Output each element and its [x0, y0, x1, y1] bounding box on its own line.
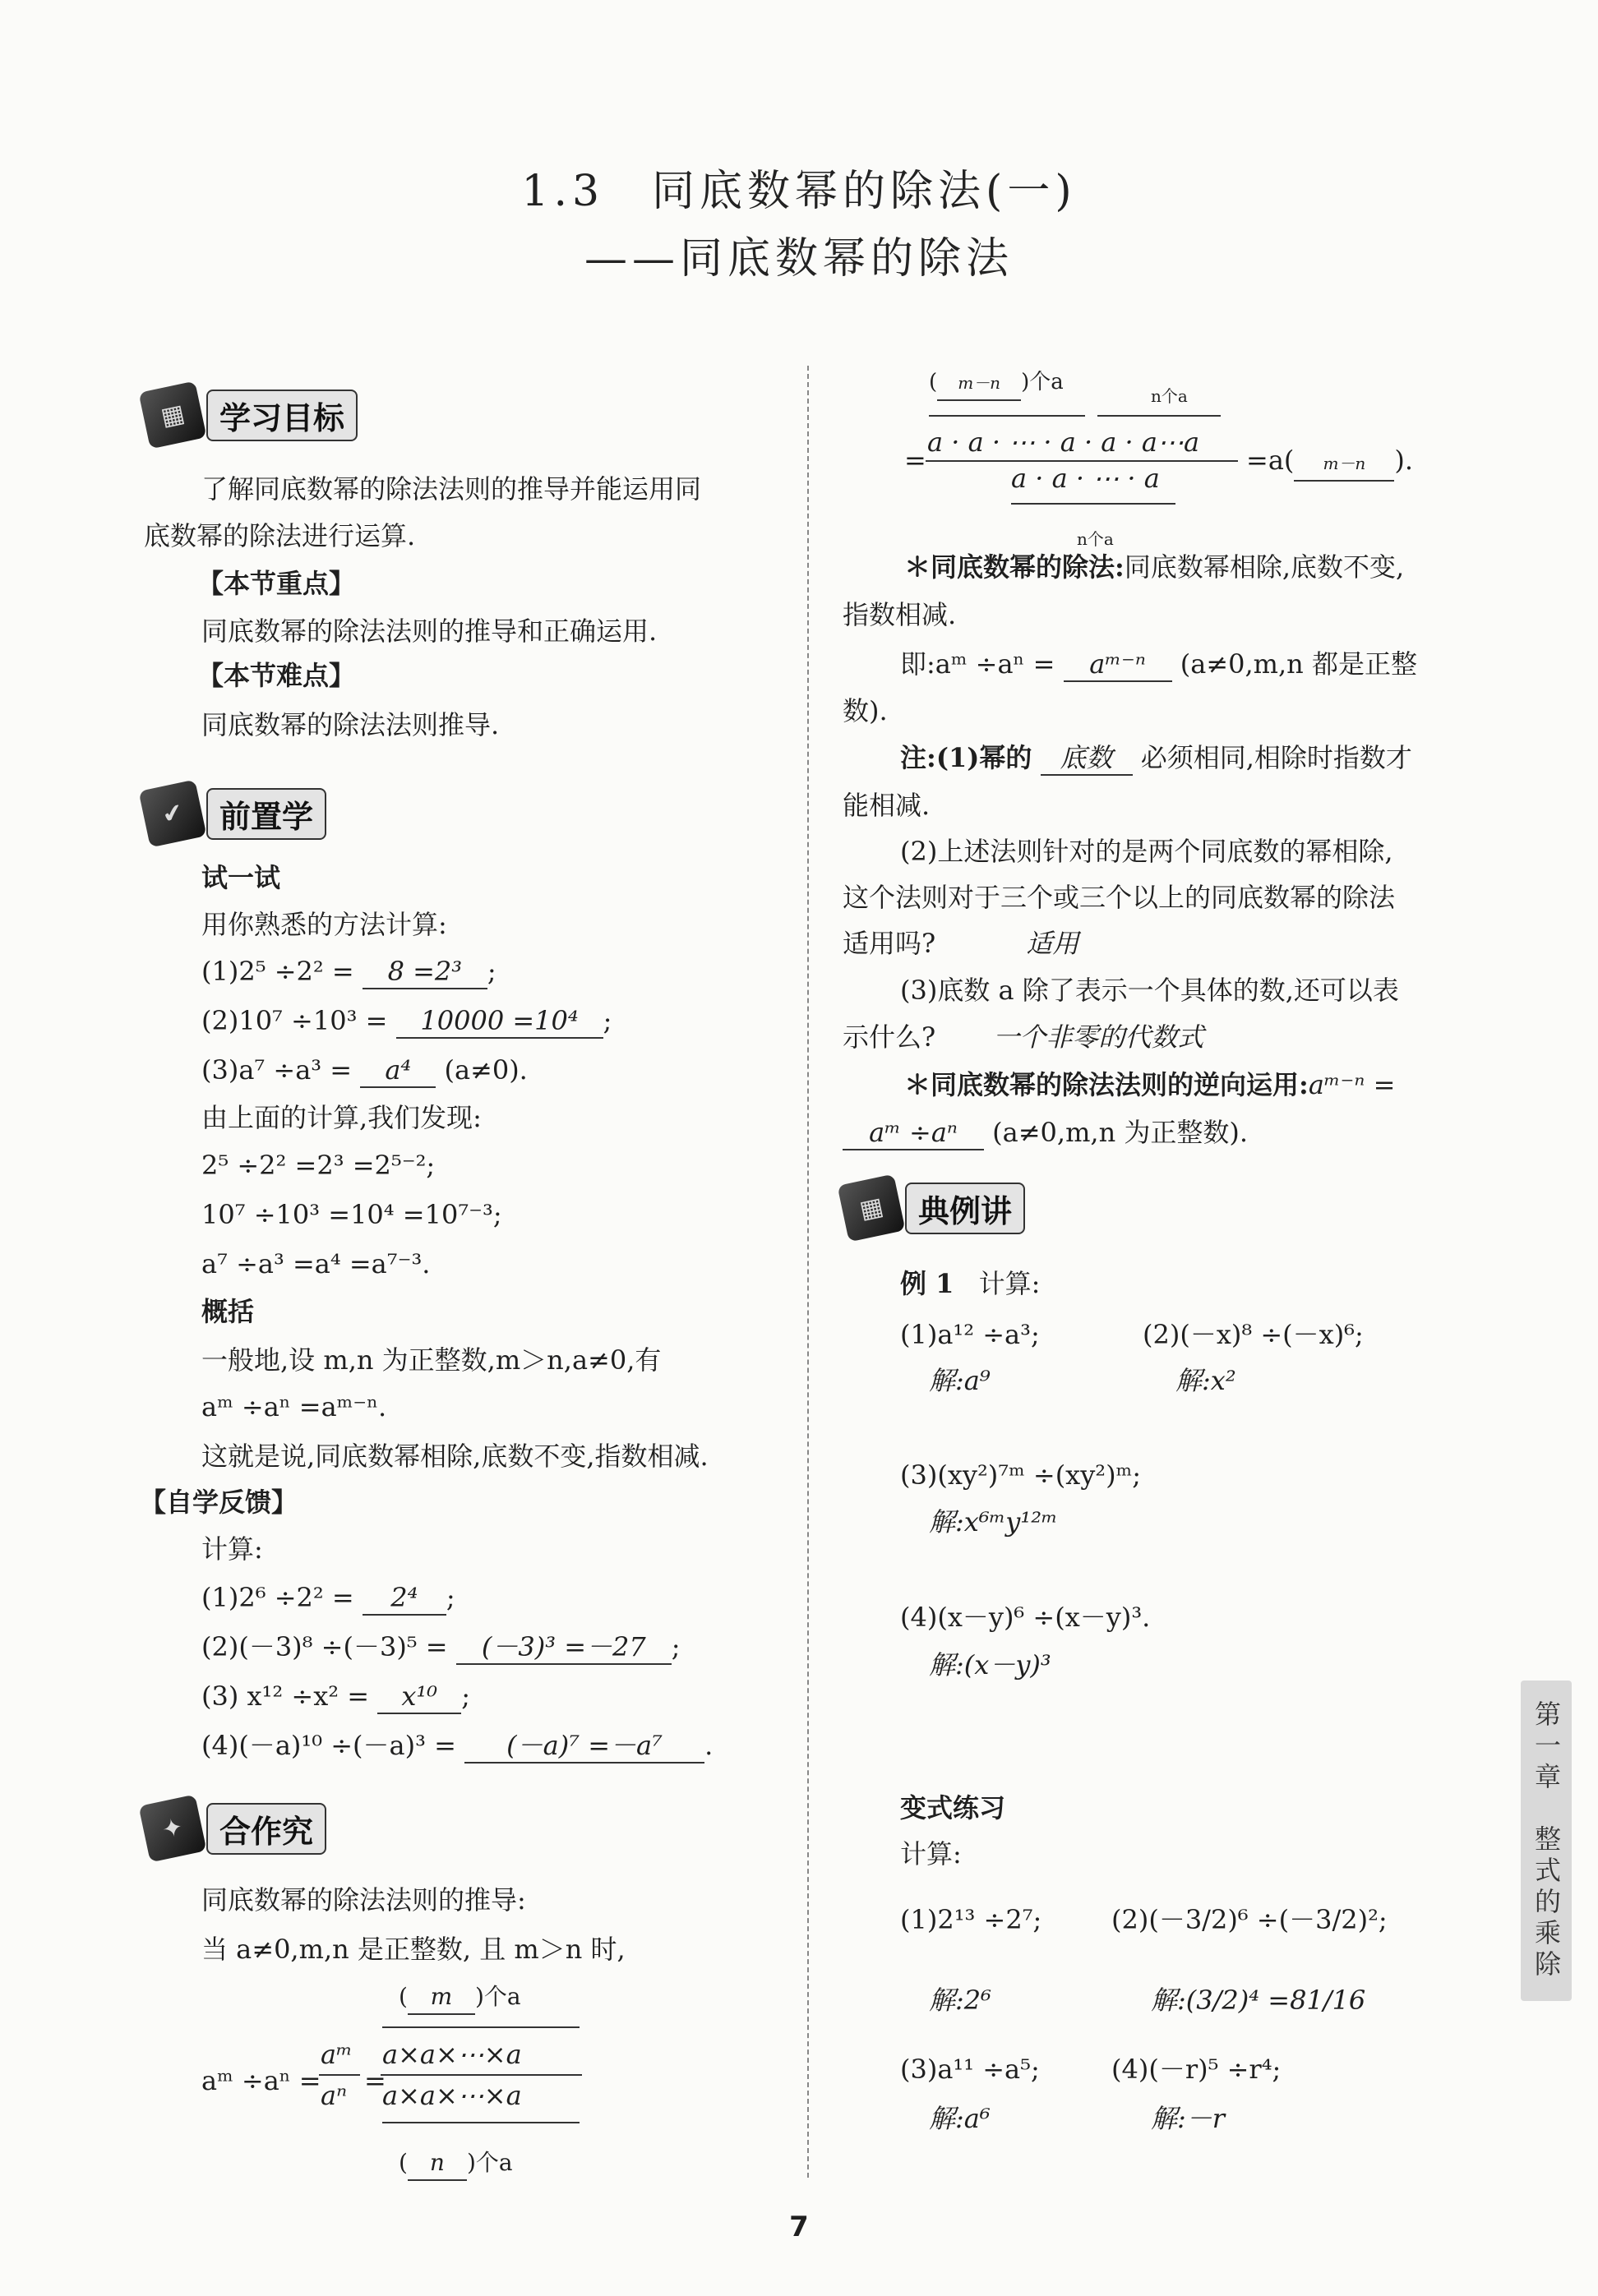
note-2-answer: 适用	[1026, 928, 1079, 959]
summary-line-1: 一般地,设 m,n 为正整数,m＞n,a≠0,有	[201, 1344, 662, 1376]
feedback-item-3: (3) x¹² ÷x² = x¹⁰ ;	[201, 1680, 470, 1714]
key-text: 同底数幂的除法法则的推导和正确运用.	[201, 615, 658, 647]
try-answer-1: 8 =2³	[363, 955, 487, 989]
coop-text-1: 同底数幂的除法法则的推导:	[201, 1884, 526, 1916]
variant-4-question: (4)(－r)⁵ ÷r⁴;	[1111, 2054, 1282, 2085]
try-item-2: (2)10⁷ ÷10³ = 10000 =10⁴ ;	[201, 1004, 612, 1039]
feedback-item-2: (2)(－3)⁸ ÷(－3)⁵ = (－3)³ =－27 ;	[201, 1630, 681, 1665]
cube-icon: ▦	[837, 1173, 905, 1242]
summary-line-3: 这就是说,同底数幂相除,底数不变,指数相减.	[201, 1441, 709, 1472]
note-2-line-1: (2)上述法则针对的是两个同底数的幂相除,	[900, 836, 1393, 867]
hard-text: 同底数幂的除法法则推导.	[201, 709, 500, 740]
try-answer-2: 10000 =10⁴	[396, 1004, 603, 1039]
reverse-answer: aᵐ ÷aⁿ	[843, 1116, 984, 1150]
try-item-1: (1)2⁵ ÷2² = 8 =2³ ;	[201, 955, 496, 989]
deriv-frac-line-2	[381, 2074, 582, 2076]
ie-line-2: 数).	[843, 695, 888, 726]
try-intro: 用你熟悉的方法计算:	[201, 909, 447, 940]
summary-title: 概括	[201, 1296, 255, 1327]
deriv-den-2: a×a×⋯×a	[382, 2080, 522, 2111]
deriv-eq: =	[364, 2065, 386, 2096]
feedback-answer-3: x¹⁰	[377, 1680, 461, 1714]
section-goal-label: 学习目标	[206, 390, 358, 441]
feedback-title: 【自学反馈】	[140, 1487, 298, 1518]
reverse-line-2: aᵐ ÷aⁿ (a≠0,m,n 为正整数).	[843, 1116, 1248, 1150]
try-answer-3: a⁴	[360, 1053, 436, 1088]
feedback-answer-1: 2⁴	[363, 1581, 446, 1616]
section-pre-header	[144, 785, 326, 842]
ie-line: 即:aᵐ ÷aⁿ = aᵐ⁻ⁿ (a≠0,m,n 都是正整	[900, 648, 1417, 682]
coop-text-2: 当 a≠0,m,n 是正整数, 且 m＞n 时,	[201, 1934, 626, 1965]
deriv-den: aⁿ	[321, 2080, 348, 2111]
page-number: 7	[789, 2211, 809, 2243]
section-example-header	[843, 1179, 1025, 1237]
feedback-item-4: (4)(－a)¹⁰ ÷(－a)³ = (－a)⁷ =－a⁷ .	[201, 1729, 713, 1763]
note-2-line-3: 适用吗? 适用	[843, 928, 1079, 959]
deriv-bottom-brace	[382, 2122, 580, 2123]
variant-calc: 计算:	[900, 1838, 962, 1870]
key-title: 【本节重点】	[197, 568, 356, 599]
feedback-calc: 计算:	[201, 1533, 263, 1565]
goal-text-2: 底数幂的除法进行运算.	[144, 520, 416, 551]
section-example-label: 典例讲	[905, 1183, 1025, 1234]
r-top-label-1: ( m－n )个a	[929, 366, 1064, 401]
example-3-question: (3)(xy²)⁷ᵐ ÷(xy²)ᵐ;	[900, 1459, 1142, 1491]
section-goal-header	[144, 386, 358, 444]
variant-3-question: (3)a¹¹ ÷a⁵;	[900, 2054, 1040, 2085]
r-result: =a( m－n ).	[1246, 444, 1413, 482]
deriv-top-label: ( m )个a	[399, 1980, 521, 2015]
deriv-num-2: a×a×⋯×a	[382, 2039, 522, 2070]
r-top-label-2: n个a	[1151, 386, 1188, 406]
cube-icon: ▦	[138, 380, 206, 449]
r-num: a · a · ⋯ · a · a · a⋯a	[927, 426, 1200, 458]
example-4-question: (4)(x－y)⁶ ÷(x－y)³.	[900, 1602, 1151, 1633]
r-bottom-brace	[1011, 503, 1175, 505]
feedback-item-1: (1)2⁶ ÷2² = 2⁴ ;	[201, 1581, 455, 1616]
rule-line-1: ＊同底数幂的除法:同底数幂相除,底数不变,	[904, 551, 1405, 583]
deriv-lhs: aᵐ ÷aⁿ =	[201, 2065, 321, 2096]
find-text: 由上面的计算,我们发现:	[201, 1102, 482, 1133]
rule-line-2: 指数相减.	[843, 599, 957, 630]
example-2-answer: 解:x²	[1175, 1365, 1236, 1396]
r-top-brace-2	[1097, 415, 1221, 417]
example-1-answer: 解:a⁹	[929, 1365, 991, 1396]
ie-answer: aᵐ⁻ⁿ	[1064, 648, 1172, 682]
r-bottom-label: n个a	[1077, 529, 1114, 549]
deriv-frac-line-1	[319, 2074, 360, 2076]
checkmark-figure-icon: ✔	[138, 779, 206, 847]
r-top-brace-1	[929, 415, 1085, 417]
example-3-answer: 解:x⁶ᵐy¹²ᵐ	[929, 1506, 1058, 1538]
page-title: 1.3 同底数幂的除法(一)	[521, 167, 1077, 216]
find-line-2: 10⁷ ÷10³ =10⁴ =10⁷⁻³;	[201, 1199, 502, 1230]
feedback-answer-2: (－3)³ =－27	[456, 1630, 672, 1665]
section-coop-header	[144, 1800, 326, 1857]
note-3-line-2: 示什么? 一个非零的代数式	[843, 1021, 1204, 1053]
variant-3-answer: 解:a⁶	[929, 2103, 991, 2134]
chapter-side-tab: 第一章 整式的乘除	[1521, 1681, 1572, 2001]
note-2-line-2: 这个法则对于三个或三个以上的同底数幂的除法	[843, 882, 1396, 913]
figure-icon: ✦	[138, 1794, 206, 1862]
deriv-num: aᵐ	[321, 2039, 353, 2070]
find-line-3: a⁷ ÷a³ =a⁴ =a⁷⁻³.	[201, 1248, 431, 1279]
hard-title: 【本节难点】	[197, 660, 356, 691]
section-pre-label: 前置学	[206, 788, 326, 840]
section-coop-label: 合作究	[206, 1803, 326, 1855]
deriv-bottom-label: ( n )个a	[399, 2146, 513, 2181]
try-item-3: (3)a⁷ ÷a³ = a⁴ (a≠0).	[201, 1053, 528, 1088]
variant-2-answer: 解:(3/2)⁴ =81/16	[1151, 1985, 1366, 2016]
variant-2-question: (2)(－3/2)⁶ ÷(－3/2)²;	[1111, 1904, 1388, 1935]
note-3-line-1: (3)底数 a 除了表示一个具体的数,还可以表	[900, 975, 1399, 1006]
r-den: a · a · ⋯ · a	[1011, 463, 1160, 494]
feedback-answer-4: (－a)⁷ =－a⁷	[464, 1729, 704, 1763]
variant-1-question: (1)2¹³ ÷2⁷;	[900, 1904, 1042, 1935]
summary-line-2: aᵐ ÷aⁿ =aᵐ⁻ⁿ.	[201, 1391, 387, 1422]
column-divider	[807, 366, 809, 2178]
note-1-answer: 底数	[1041, 741, 1133, 776]
note-1-line-2: 能相减.	[843, 790, 931, 821]
note-1: 注:(1)幂的 底数 必须相同,相除时指数才	[900, 741, 1412, 776]
example-2-question: (2)(－x)⁸ ÷(－x)⁶;	[1143, 1319, 1364, 1350]
r-eq: =	[904, 445, 926, 476]
page-subtitle: ——同底数幂的除法	[584, 234, 1014, 284]
variant-title: 变式练习	[900, 1792, 1006, 1823]
variant-1-answer: 解:2⁶	[929, 1985, 991, 2016]
variant-4-answer: 解:－r	[1151, 2103, 1226, 2134]
example-heading: 例 1 计算:	[900, 1268, 1041, 1299]
reverse-line-1: ＊同底数幂的除法法则的逆向运用:aᵐ⁻ⁿ =	[904, 1069, 1396, 1100]
deriv-top-brace	[382, 2026, 580, 2028]
example-4-answer: 解:(x－y)³	[929, 1649, 1051, 1681]
note-3-answer: 一个非零的代数式	[993, 1021, 1204, 1053]
find-line-1: 2⁵ ÷2² =2³ =2⁵⁻²;	[201, 1150, 436, 1181]
goal-text-1: 了解同底数幂的除法法则的推导并能运用同	[201, 473, 702, 505]
example-1-question: (1)a¹² ÷a³;	[900, 1319, 1040, 1350]
try-title: 试一试	[201, 862, 281, 893]
